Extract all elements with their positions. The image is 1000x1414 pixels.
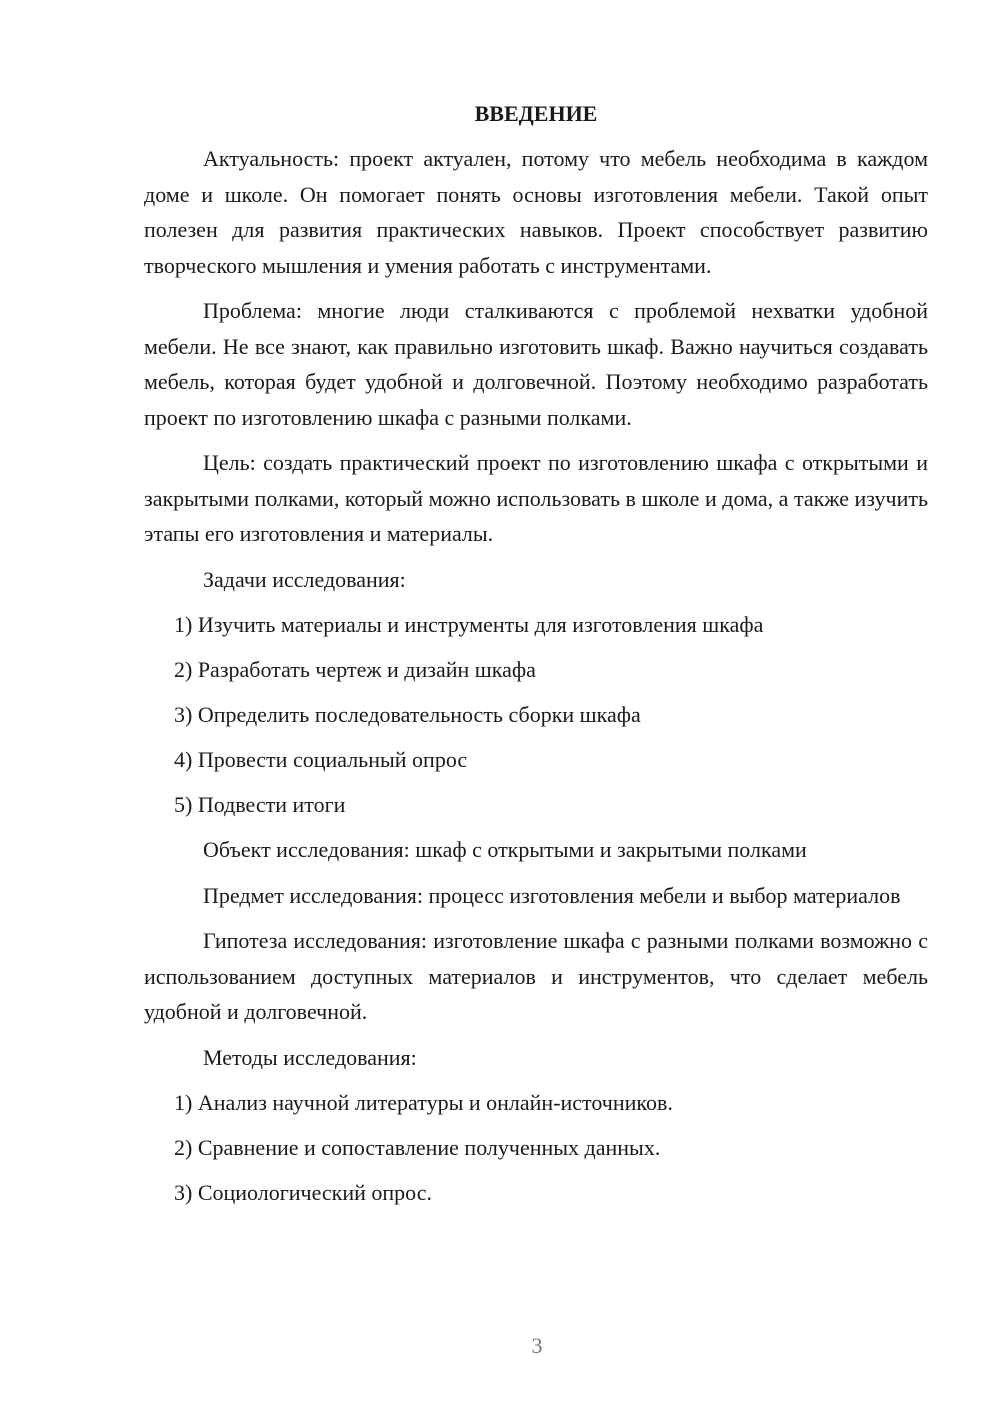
page-number: 3 xyxy=(531,1333,543,1358)
list-item: 4) Провести социальный опрос xyxy=(174,747,468,772)
list-item: 1) Анализ научной литературы и онлайн-источников. xyxy=(174,1090,673,1115)
list-item: 1) Изучить материалы и инструменты для изготовления шкафа xyxy=(174,612,764,637)
tasks-list xyxy=(144,607,928,822)
list-item: 3) Социологический опрос. xyxy=(174,1180,432,1205)
list-item: 2) Разработать чертеж и дизайн шкафа xyxy=(174,657,536,682)
page-content xyxy=(144,96,928,1220)
goal-paragraph: Цель: создать практический проект по изготовлению шкафа с открытыми и закрытыми полками, который можно использовать в школе и дома, а также изучить этапы его изготовления и материалы. xyxy=(144,450,928,546)
relevance-paragraph: Актуальность: проект актуален, потому что мебель необходима в каждом доме и школе. Он помогает понять основы изготовления мебели. Такой опыт полезен для развития практических навыков. Проект способствует развитию творческого мышления и умения работать с инструментами. xyxy=(144,146,928,278)
methods-heading: Методы исследования: xyxy=(203,1044,417,1070)
hypothesis-paragraph: Гипотеза исследования: изготовление шкафа с разными полками возможно с использованием доступных материалов и инструментов, что сделает мебель удобной и долговечной. xyxy=(144,928,928,1024)
tasks-heading: Задачи исследования: xyxy=(203,566,406,592)
list-item: 2) Сравнение и сопоставление полученных данных. xyxy=(174,1135,661,1160)
problem-paragraph: Проблема: многие люди сталкиваются с проблемой нехватки удобной мебели. Не все знают, как правильно изготовить шкаф. Важно научиться создавать мебель, которая будет удобной и долговечной. Поэтому необходимо разработать проект по изготовлению шкафа с разными полками. xyxy=(144,298,928,430)
object-paragraph: Объект исследования: шкаф с открытыми и закрытыми полками xyxy=(203,837,807,862)
section-title: ВВЕДЕНИЕ xyxy=(474,101,598,126)
subject-paragraph: Предмет исследования: процесс изготовления мебели и выбор материалов xyxy=(203,882,901,908)
list-item: 5) Подвести итоги xyxy=(174,792,346,817)
methods-list xyxy=(144,1085,928,1210)
list-item: 3) Определить последовательность сборки шкафа xyxy=(174,702,641,727)
